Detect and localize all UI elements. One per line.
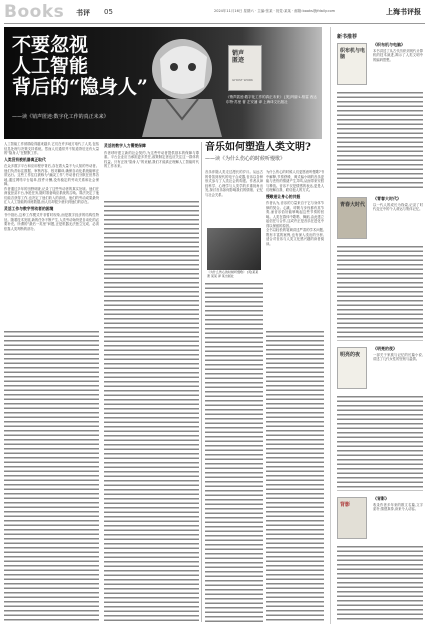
- sidebar-book-text: 《明亮的夜》 一部关于家族与记忆的长篇小说,讲述了几代女性的坚韧与温情。: [373, 346, 423, 361]
- text-block: [337, 245, 423, 341]
- sidebar-book-cover: 织布机与电脑: [337, 43, 367, 85]
- sidebar-book-cover: 明亮的夜: [337, 347, 367, 389]
- sidebar-title: 新书推荐: [337, 34, 358, 40]
- text-block: [104, 200, 199, 622]
- page-header: [4, 2, 425, 24]
- article-paragraph: 全书以轻松的笔调讲述严肃的学术问题,既有丰富的案例,也有深入浅出的分析,适合对音乐与人类文化感兴趣的读者阅读。: [266, 228, 324, 246]
- feature-banner: [4, 27, 322, 139]
- sidebar-book-text: 《背影》 收录作者多年来的散文名篇,文字质朴,情感真挚,读来令人动容。: [373, 496, 423, 511]
- book-caption: 《销声匿迹:数字化工作的真正未来》 [美]玛丽·L.格雷 西达尔特·苏里 著 左安浦 译 上海译文出版社: [226, 95, 317, 104]
- music-subtitle: ——读《为什么伤心的时候听慢歌》: [205, 156, 286, 162]
- article-subhead: 慢歌是让身心的共振: [266, 193, 301, 199]
- paper-name: 上海书评报: [386, 7, 421, 16]
- article-paragraph: 为什么伤心的时候人们更愿意听慢歌?书中解释,节奏舒缓、调式偏小调的音乐更能与悲伤的情绪产生共鸣,从而带来安慰与释放。音乐不仅是情感的表达,更是人们理解自我、联结他人的方式。: [266, 170, 324, 192]
- music-title: 音乐如何塑造人类文明?: [205, 142, 311, 153]
- article-lead: 人工智能工作被描绘得越来越多,它们在许多地方取代了人类,包括信息处理与决策支持系统。然而人们通常并不知道背后还有大量的“隐身人”在默默工作。: [4, 142, 99, 155]
- main-article-col2: [104, 142, 199, 169]
- banner-headline: 不要忽视 人工智能 背后的“隐身人”: [12, 34, 148, 98]
- article-paragraph: 作者呼吁建立新的社会契约,为这些劳动者提供基本的保障与尊重。平台企业应当承担更多责任,政策制定者也应关注这一群体的权益。只有正视“隐身人”的贡献,我们才能真正理解人工智能时代的工作未来。: [104, 150, 199, 168]
- banner-subtitle: ——读《销声匿迹:数字化工作的真正未来》: [12, 114, 109, 120]
- sidebar-book-text: 《织布机与电脑》 本书讲述了从古代纺织到现代计算机的技术演进,揭示了人类文明中的编码思想。: [373, 42, 423, 62]
- text-block: [266, 330, 324, 622]
- sidebar-book-text: 《青春大时代》 以一代人的成长为线索,记录了时代变迁中的个人命运与集体记忆。: [373, 196, 423, 211]
- column-divider: [201, 142, 202, 622]
- article-paragraph: 作者通过多年的田野调查,记录了这些劳动者的真实处境。他们在深夜登录平台,争抢任务,随时准备响应系统的召唤。算法决定了他们能否获得工作,也决定了他们收入的高低。他们的劳动成果最终汇入人工智能的训练数据,而人们却很少意识到他们的存在。: [4, 186, 99, 204]
- section-brand: Books: [4, 2, 65, 22]
- text-block: [205, 282, 263, 622]
- book-photo: [207, 228, 261, 278]
- text-block: [337, 545, 423, 621]
- music-col1: [205, 170, 263, 197]
- music-col2: [266, 170, 324, 246]
- text-block: [4, 330, 99, 622]
- date-line: 2024年11月16日 星期六 · 主编:张某 · 视觉:某某 · 邮箱:books@jfdaily.com: [214, 9, 336, 13]
- music-article-header: [205, 138, 325, 168]
- sidebar-book-cover: 青春大时代: [337, 197, 367, 239]
- article-subhead: 灵活的数字人力需要保障: [104, 143, 146, 148]
- photo-caption: 《为什么伤心的时候听慢歌》 [英]某某 著 某某 译 某出版社: [207, 270, 259, 278]
- section-name: 书评: [76, 9, 90, 17]
- article-subhead: 人类没有被机器真正取代: [4, 156, 46, 162]
- sidebar-book-cover: 背影: [337, 497, 367, 539]
- book-cover: 销声 匿迹 GHOST WORK: [228, 45, 262, 91]
- article-paragraph: 作者认为,音乐的力量来自于它与身体节律的契合。心跳、呼吸与步伐都有其节奏,而音乐恰好能够唤起这些节奏的回响。人类在群体中歌唱、舞蹈,由此建立起信任与合作,这或许正是音乐在进化中得以保留的原因。: [266, 201, 324, 228]
- article-paragraph: 在众多数字平台和应用程序背后,存在着大量不为人知的劳动者。他们负责标注数据、审核内容、校对翻译,确保自动化系统能够正常运行。这些工作往往被称为“幽灵工作”,劳动者们分散在世界各地,通过网络平台接单,按件计酬,没有稳定的劳动关系和社会保障。: [4, 164, 99, 186]
- main-article-col1: [4, 142, 99, 231]
- text-block: [337, 91, 423, 191]
- page-number: 05: [104, 8, 113, 16]
- article-paragraph: 书中指出,这种工作模式并非暂时现象,而是数字经济的结构性特征。随着技术发展,新的任务不断产生,人类劳动始终是自动化的必要补充。所谓的“最后一英里”问题,正是机器无法独立完成、必须依靠人类判断的部分。: [4, 213, 99, 231]
- sidebar: [330, 27, 426, 624]
- text-block: [337, 395, 423, 491]
- article-subhead: 灵活工作与数字劳动者的困境: [4, 205, 54, 211]
- article-paragraph: 音乐伴随人类走过漫长的岁月。从远古的骨笛到现代的电子合成器,音乐以各种形式参与了人类社会的构建。作者从神经科学、心理学与人类学的多重视角出发,探讨音乐如何影响我们的情绪、记忆与社会关系。: [205, 170, 263, 197]
